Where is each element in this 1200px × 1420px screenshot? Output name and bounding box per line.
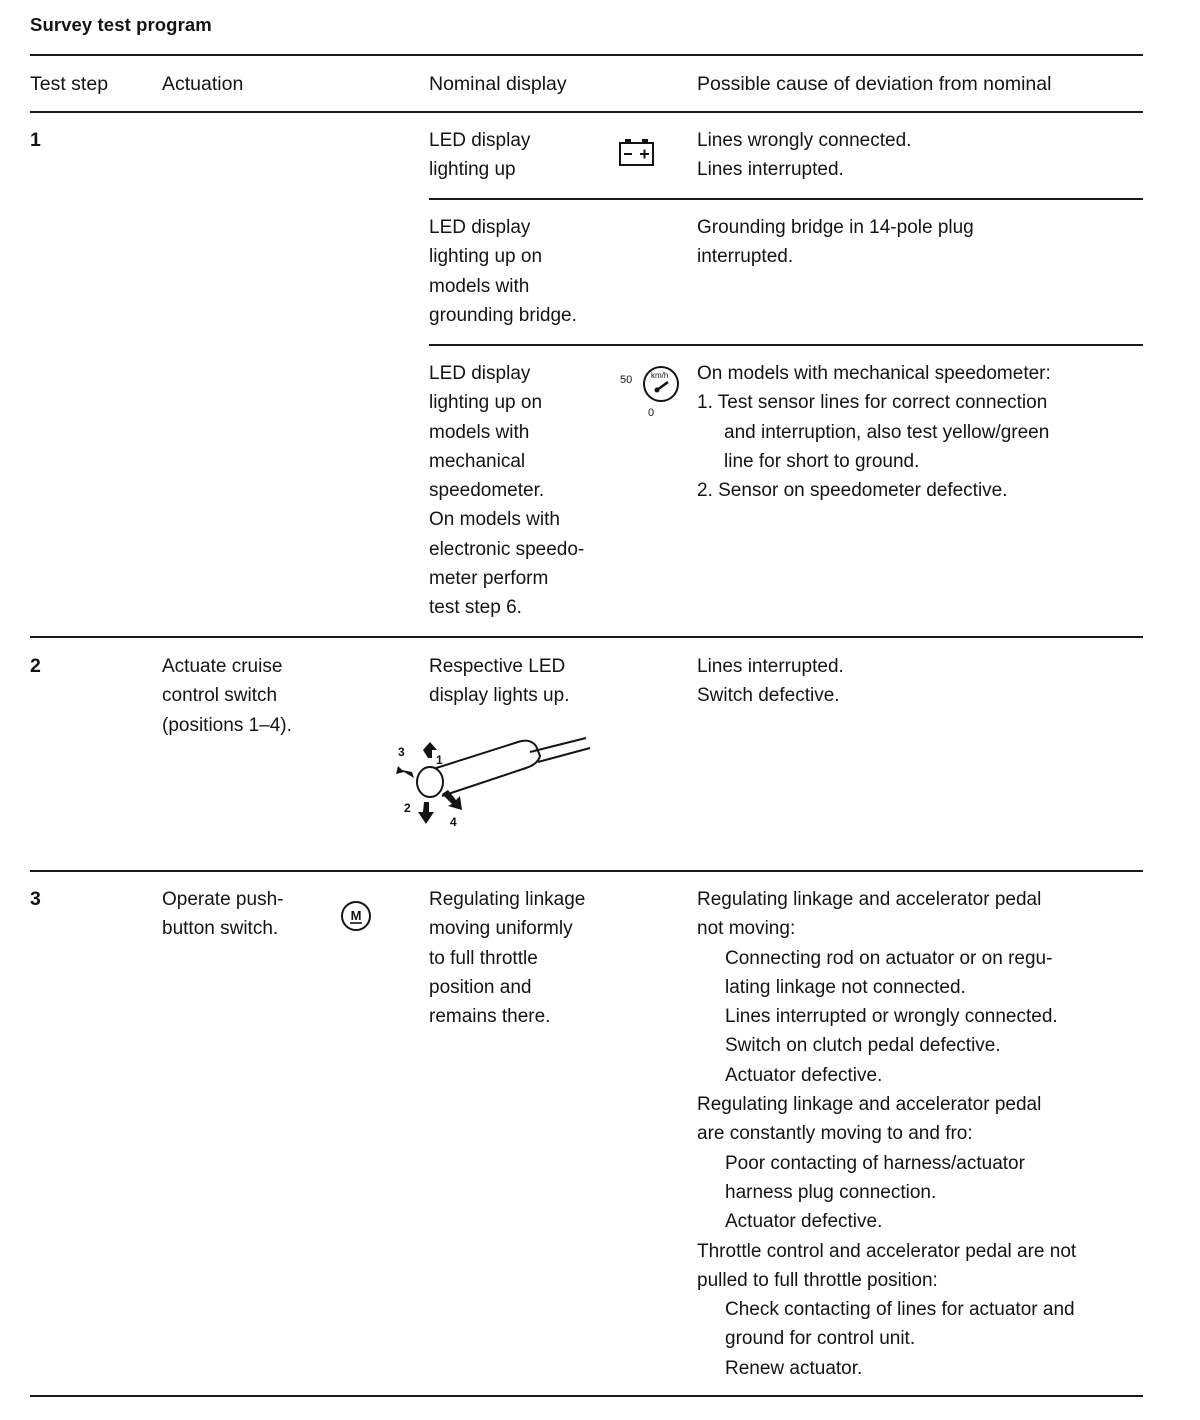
speedo-label-50: 50 [620, 374, 633, 386]
text-line: Throttle control and accelerator pedal are not [697, 1240, 1077, 1262]
lever-position-1: 1 [436, 753, 443, 767]
text-line: lighting up on [429, 246, 543, 268]
row-rule [30, 636, 1143, 638]
list-item: harness plug connection. [725, 1181, 937, 1203]
pushbutton-m-icon [340, 900, 372, 932]
text-line: Switch defective. [697, 685, 840, 707]
list-item: Poor contacting of harness/actuator [725, 1152, 1025, 1174]
list-item: 2. Sensor on speedometer defective. [697, 480, 1008, 502]
test-step-number: 2 [30, 655, 41, 677]
cause-text [697, 126, 911, 185]
table-bottom-rule [30, 1395, 1143, 1397]
cause-text [697, 652, 844, 711]
text-line: to full throttle [429, 947, 538, 969]
text-line: LED display [429, 363, 531, 384]
text-line: interrupted. [697, 246, 794, 268]
text-line: On models with mechanical speedometer: [697, 363, 1051, 384]
cause-text [697, 213, 974, 272]
text-line: button switch. [162, 918, 279, 940]
text-line: LED display [429, 217, 531, 238]
list-item: Switch on clutch pedal defective. [725, 1035, 1001, 1057]
text-line: electronic speedo- [429, 538, 585, 560]
speedometer-icon [620, 362, 684, 420]
nominal-display-text [429, 652, 569, 711]
text-line: models with [429, 421, 530, 443]
text-line: Grounding bridge in 14-pole plug [697, 217, 974, 238]
col-header-actuation: Actuation [162, 73, 244, 95]
text-line: LED display [429, 130, 531, 151]
text-line: meter perform [429, 568, 549, 590]
text-line: lighting up [429, 159, 516, 181]
battery-icon [618, 137, 656, 167]
text-line: models with [429, 275, 530, 297]
text-line: Lines wrongly connected. [697, 130, 912, 151]
text-line: pulled to full throttle position: [697, 1269, 938, 1291]
text-line: moving uniformly [429, 918, 573, 940]
table-top-rule [30, 54, 1143, 56]
speedo-label-0: 0 [648, 407, 655, 419]
col-header-test-step: Test step [30, 73, 109, 95]
text-line: speedometer. [429, 480, 545, 502]
text-line: grounding bridge. [429, 304, 577, 326]
nominal-display-text [429, 213, 577, 330]
list-item: Actuator defective. [725, 1064, 883, 1086]
lever-position-2: 2 [404, 801, 411, 815]
text-line: not moving: [697, 918, 796, 940]
row-rule [30, 870, 1143, 872]
test-step-number: 3 [30, 888, 41, 910]
lever-position-3: 3 [398, 745, 405, 759]
text-line: display lights up. [429, 685, 570, 707]
actuation-text [162, 885, 283, 944]
col-header-cause: Possible cause of deviation from nominal [697, 73, 1052, 95]
text-line: and interruption, also test yellow/green [724, 421, 1050, 443]
list-item: Connecting rod on actuator or on regu- [725, 947, 1053, 969]
text-line: Lines interrupted. [697, 159, 844, 181]
cruise-control-lever-icon [390, 730, 600, 830]
list-item: Actuator defective. [725, 1211, 883, 1233]
text-line: (positions 1–4). [162, 714, 292, 736]
nominal-display-text [429, 885, 585, 1031]
test-step-number: 1 [30, 129, 41, 151]
text-line: test step 6. [429, 597, 522, 619]
lever-position-4: 4 [450, 815, 457, 829]
pushbutton-letter: M [350, 908, 362, 923]
text-line: control switch [162, 685, 278, 707]
text-line: Regulating linkage and accelerator pedal [697, 1094, 1042, 1116]
text-line: lighting up on [429, 392, 543, 414]
text-line: are constantly moving to and fro: [697, 1123, 973, 1145]
list-item: Renew actuator. [725, 1357, 863, 1379]
text-line: Operate push- [162, 889, 284, 910]
list-item: Lines interrupted or wrongly connected. [725, 1006, 1058, 1028]
text-line: On models with [429, 509, 560, 531]
col-header-nominal: Nominal display [429, 73, 567, 95]
text-line: Lines interrupted. [697, 656, 844, 677]
nominal-display-text [429, 359, 584, 623]
sub-row-rule [429, 198, 1143, 200]
list-item: lating linkage not connected. [725, 976, 966, 998]
header-rule [30, 111, 1143, 113]
sub-row-rule [429, 344, 1143, 346]
actuation-text [162, 652, 292, 740]
list-item: 1. Test sensor lines for correct connection [697, 392, 1048, 414]
text-line: Respective LED [429, 656, 566, 677]
page-title: Survey test program [30, 14, 212, 35]
text-line: line for short to ground. [724, 450, 920, 472]
text-line: Actuate cruise [162, 656, 283, 677]
nominal-display-text [429, 126, 530, 185]
text-line: Regulating linkage [429, 889, 586, 910]
list-item: ground for control unit. [725, 1328, 916, 1350]
text-line: Regulating linkage and accelerator pedal [697, 889, 1042, 910]
text-line: remains there. [429, 1006, 551, 1028]
text-line: position and [429, 976, 532, 998]
cause-text [697, 885, 1076, 1383]
cause-text [697, 359, 1051, 505]
text-line: mechanical [429, 450, 526, 472]
list-item: Check contacting of lines for actuator and [725, 1299, 1075, 1321]
speedo-label-unit: km/h [651, 371, 669, 380]
